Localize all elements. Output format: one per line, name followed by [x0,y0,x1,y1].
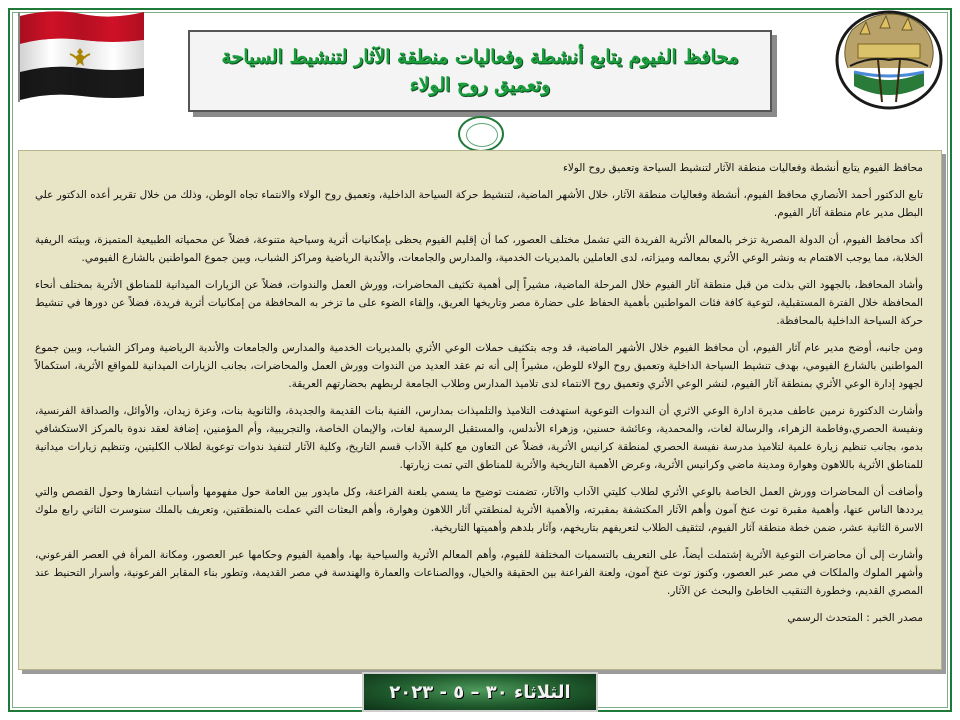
article-paragraph: تابع الدكتور أحمد الأنصاري محافظ الفيوم، أنشطة وفعاليات منطقة الآثار، خلال الأشهر الماضية، لتنشيط حركة السياحة الداخلية، وتعميق روح الولاء والانتماء تجاه الوطن، وذلك من خلال تقرير أعده الدكتور علي البطل مدير عام منطقة آثار الفيوم. [35,189,923,219]
fayoum-governorate-logo-icon [830,8,948,112]
title-box [188,30,772,112]
article-paragraph: وأشاد المحافظ، بالجهود التي بذلت من قبل منطقة آثار الفيوم خلال المرحلة الماضية، مشيراً إلى أهمية تكثيف المحاضرات، وورش العمل والندوات، فضلاً عن الزيارات الميدانية للمناطق الأثرية بمختلف أنحاء المحافظة خلال الفترة المستقبلية، لتوعية كافة فئات المواطنين بأهمية الحفاظ على حضارة مصر وتاريخها العريق، وإلقاء الضوء على ما تزخر به المحافظة من إمكانيات أثرية فريدة، فضلاً عن دورها في تنشيط حركة السياحة الداخلية بالمحافظة. [35,279,923,327]
article-source: مصدر الخبر : المتحدث الرسمي [787,612,923,624]
egypt-flag-icon [16,6,148,102]
article-body [18,150,942,670]
article-paragraph: وأشارت إلى أن محاضرات التوعية الأثرية إشتملت أيضاً، على التعريف بالتسميات المختلفة للفيوم، وأهم المعالم الأثرية والسياحية بها، وأهمية الفيوم وحكامها عبر العصور، ومكانة المرأة في العصر الفرعوني، وأشهر الملوك والملكات في مصر عبر العصور، وكنوز توت عنخ آمون، ولعنة الفراعنة بين الحقيقة والخيال، ووالصناعات والعمارة والهندسة في مصر القديمة، وتطور بناء المقابر الفرعونية، وأسرار التحنيط عند المصري القديم، وخطورة التنقيب الخاطئ والبحث عن الآثار. [35,549,923,597]
article-paragraph: أكد محافظ الفيوم، أن الدولة المصرية تزخر بالمعالم الأثرية الفريدة التي تشمل مختلف العصور، كما أن إقليم الفيوم يحظى بإمكانيات أثرية وسياحية متنوعة، فضلاً عن محمياته الطبيعية المتميزة، وبيئته الريفية الخلابة، مما يوجب الاهتمام به ونشر الوعي الأثري بمعالمه وميزاته، لدى العاملين بالمديريات الخدمية، والمدارس والجامعات، والأندية الرياضية ومراكز الشباب، وبين جموع المواطنين بالشارع الفيومي. [35,234,923,264]
page-title-line-1: محافظ الفيوم يتابع أنشطة وفعاليات منطقة الآثار لتنشيط السياحة [221,46,739,68]
publish-date: الثلاثاء ٣٠ – ٥ - ٢٠٢٣ [389,681,571,703]
article-headline: محافظ الفيوم يتابع أنشطة وفعاليات منطقة الآثار لتنشيط السياحة وتعميق روح الولاء [563,162,923,174]
article-paragraph: وأضافت أن المحاضرات وورش العمل الخاصة بالوعي الأثري لطلاب كليتي الآداب والآثار، تضمنت توضيح ما يسمي بلعنة الفراعنة، وكل مايدور بين العامة حول مفهومها وأسباب انتشارها وحول القصص والتي يرددها الناس عنها، وأهمية مقبرة توت عنخ آمون وأهم الآثار المكتشفة بمقبرته، والأهمية الأثرية لمنطقتي آثار اللاهون وهوارة، وأهم البعثات التي عملت بالمنطقتين، وتعريف بالملك سنوسرت الثاني رابع ملوك الاسرة الثانية عشر، ضمن خطة منطقة آثار الفيوم، لتثقيف الطلاب لتعريفهم بتاريخهم، وآثار بلدهم وأهميتها التاريخية. [35,486,923,534]
decorative-oval-icon [458,116,504,152]
page-title-line-2: وتعميق روح الولاء [409,74,551,96]
article-paragraph: وأشارت الدكتورة نرمين عاطف مديرة ادارة الوعي الاثري أن الندوات التوعوية استهدفت التلاميذ والتلميذات بمدارس، الفنية بنات القديمة والجديدة، والثانوية بنات، وعزة زيدان، والأوائل، والصداقة الفرنسية، ونفيسة الحصري،وفاطمة الزهراء، والرسالة لغات، والمحمدية، وعائشة حسنين، وزهراء الأندلس، والمستقبل الرسمية لغات، والإيمان الخاصة، والتجريبية، وأم المؤمنين، إضافة لعقد ندوة بالمركز الاستكشافي بدمو، بجانب تنظيم زيارة علمية لتلاميذ مدرسة نفيسة الحصري لمنطقة كرانيس الأثرية، فضلاً عن التعاون مع كلية الآداب قسم التاريخ، وكلية الآثار لتنفيذ ندوات توعوية لطلاب الكليتين، وتنظيم زيارات ميدانية للمناطق الأثرية باللاهون وهوارة ومدينة ماضي وكرانيس الأثرية، وعرض الأهمية التاريخية والأثرية للمناطق التي تمت زيارتها. [35,405,923,471]
article-paragraph: ومن جانبه، أوضح مدير عام آثار الفيوم، أن محافظ الفيوم خلال الأشهر الماضية، قد وجه بتكثيف حملات الوعي الأثري بالمديريات الخدمية والمدارس والجامعات والأندية الرياضية ومراكز الشباب، وبين جموع المواطنين بالشارع الفيومي، بهدف تنشيط السياحة الداخلية وتعميق روح الولاء للوطن، مشيراً إلى أنه تم عقد العديد من الندوات وورش العمل والمحاضرات، بجانب الزيارات الميدانية للمواقع الأثرية، استكمالاً لجهود إدارة الوعي الأثري بمنطقة آثار الفيوم، لنشر الوعي الأثري وتعميق روح الانتماء لدى تلاميذ المدارس وطلاب الجامعة لربطهم بحضارتهم العريقة. [35,342,923,390]
date-banner [362,672,598,712]
